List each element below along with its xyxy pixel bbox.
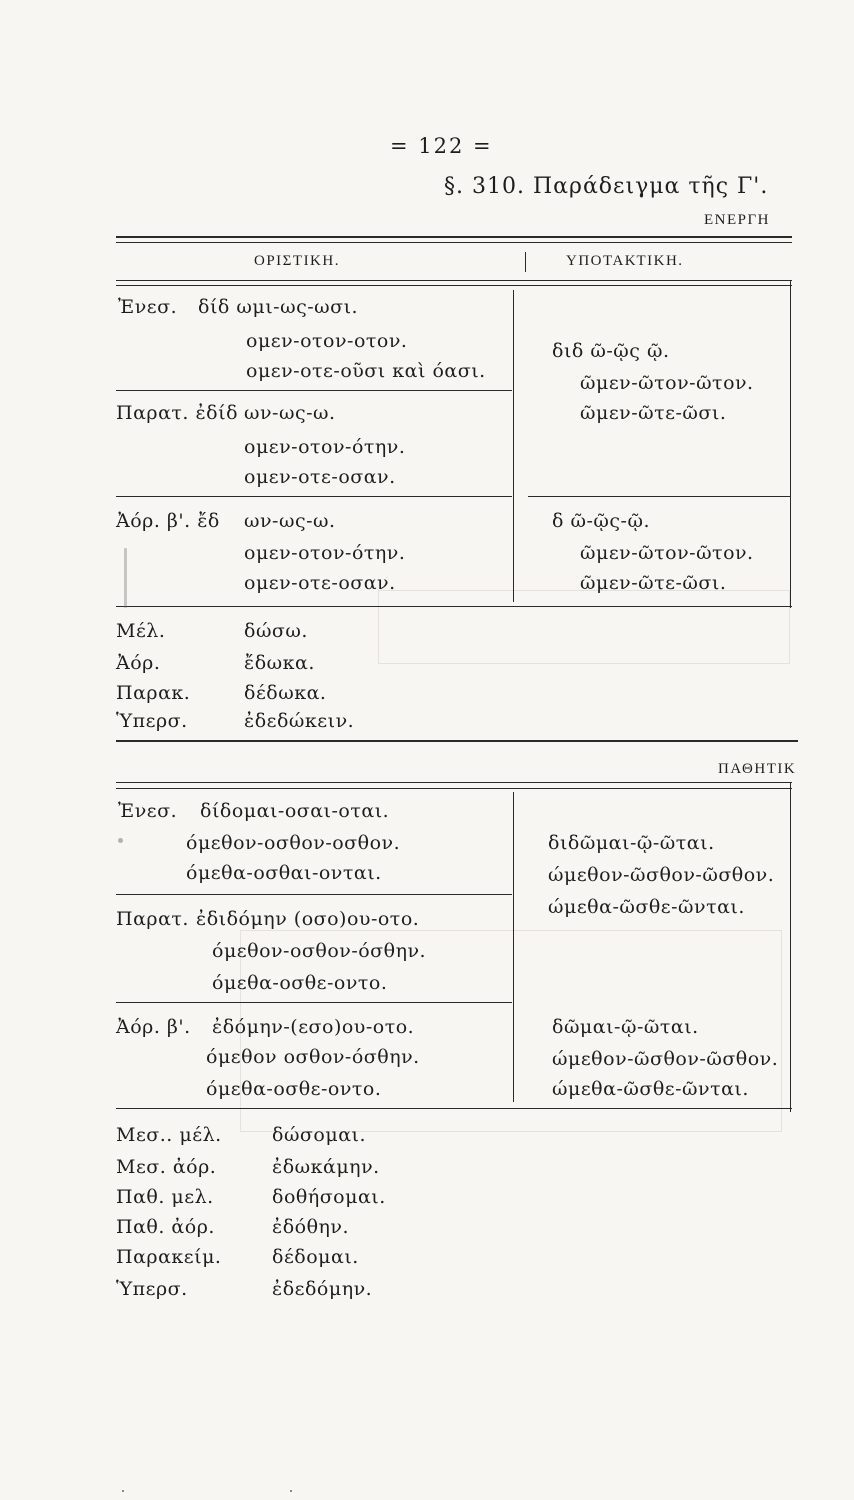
active-aorist-line-3: ομεν-οτε-οσαν. <box>244 572 396 594</box>
passive-aorist-subj-1: δῶμαι-ῷ-ῶται. <box>552 1016 699 1038</box>
passive-top-rule-inner <box>116 788 792 789</box>
passive-aorist-line-3: όμεθα-οσθε-οντο. <box>206 1078 382 1100</box>
active-aorist-subj-1: δ ῶ-ῷς-ῷ. <box>552 510 650 532</box>
passive-table-bottom-rule <box>116 1108 792 1109</box>
active-aorist-label: Ἀόρ. β'. ἔδ <box>116 510 220 532</box>
passive-present-subj-1: διδῶμαι-ῷ-ῶται. <box>548 832 715 854</box>
passive-imperfect-line-2: όμεθον-οσθον-όσθην. <box>212 940 427 962</box>
top-double-rule <box>116 236 792 238</box>
passive-present-label: Ἐνεσ. <box>118 800 178 822</box>
passive-aorist-line-1: ἐδόμην-(εσο)ου-οτο. <box>212 1016 415 1038</box>
active-pp-form-1: δώσω. <box>244 620 308 642</box>
active-aorist-line-2: ομεν-οτον-ότην. <box>244 542 406 564</box>
passive-column-divider <box>513 792 514 1102</box>
active-aorist-line-1: ων-ως-ω. <box>244 510 336 532</box>
ink-speck <box>118 838 123 843</box>
active-column-divider <box>513 290 514 602</box>
active-pp-form-4: ἐδεδώκειν. <box>244 710 355 732</box>
passive-pp-form-5: δέδομαι. <box>272 1246 359 1268</box>
active-imperfect-line-2: ομεν-οτον-ότην. <box>244 436 406 458</box>
passive-pp-label-2: Μεσ. ἀόρ. <box>116 1156 217 1178</box>
passive-present-subj-2: ώμεθον-ῶσθον-ῶσθον. <box>548 864 775 886</box>
passive-pp-form-1: δώσομαι. <box>272 1124 367 1146</box>
active-present-subj-3: ῶμεν-ῶτε-ῶσι. <box>580 402 727 424</box>
passive-pp-label-4: Παθ. ἀόρ. <box>116 1216 215 1238</box>
header-rule <box>116 280 792 281</box>
header-divider <box>525 252 526 272</box>
voice-label-passive: ΠΑΘΗΤΙΚ <box>718 761 797 777</box>
active-pp-label-2: Ἀόρ. <box>116 652 161 674</box>
active-present-line-3: ομεν-οτε-οῦσι καὶ όασι. <box>246 360 486 382</box>
ink-speck <box>290 1490 292 1492</box>
active-present-subj-1: διδ ῶ-ῷς ῷ. <box>552 340 670 362</box>
passive-pp-form-3: δοθήσομαι. <box>272 1186 386 1208</box>
row-divider <box>116 894 512 895</box>
active-right-border <box>790 280 791 608</box>
active-imperfect-label: Παρατ. ἐδίδ <box>116 402 239 424</box>
passive-pp-label-5: Παρακείμ. <box>116 1246 222 1268</box>
passive-pp-label-3: Παθ. μελ. <box>116 1186 214 1208</box>
passive-aorist-line-2: όμεθον οσθον-όσθην. <box>206 1046 420 1068</box>
passive-pp-form-6: ἐδεδόμην. <box>272 1278 373 1300</box>
active-table-bottom-rule <box>116 606 792 607</box>
top-double-rule-inner <box>116 242 792 243</box>
section-divider-rule <box>116 740 798 742</box>
page-number: = 122 = <box>390 134 493 158</box>
active-pp-form-3: δέδωκα. <box>244 682 327 704</box>
row-divider <box>116 496 512 497</box>
passive-right-border <box>790 782 791 1112</box>
passive-pp-form-4: ἐδόθην. <box>272 1216 349 1238</box>
section-title: §. 310. Παράδειγμα τῆς Γ'. <box>444 174 769 199</box>
active-present-label: Ἐνεσ. <box>118 296 178 318</box>
ink-speck <box>122 1490 124 1492</box>
row-divider <box>116 1002 512 1003</box>
bleed-through-box <box>378 590 790 664</box>
active-imperfect-line-3: ομεν-οτε-οσαν. <box>244 466 396 488</box>
active-pp-label-4: Ὑπερσ. <box>116 710 188 732</box>
ink-speck <box>124 548 127 608</box>
row-divider-subj <box>528 496 790 497</box>
passive-imperfect-label: Παρατ. <box>116 908 189 930</box>
active-present-subj-2: ῶμεν-ῶτον-ῶτον. <box>580 372 754 394</box>
header-subjunctive: ΥΠΟΤΑΚΤΙΚΗ. <box>566 253 684 269</box>
active-pp-label-1: Μέλ. <box>116 620 166 642</box>
header-indicative: ΟΡΙΣΤΙΚΗ. <box>254 253 340 269</box>
passive-imperfect-line-3: όμεθα-οσθε-οντο. <box>212 972 388 994</box>
passive-present-subj-3: ώμεθα-ῶσθε-ῶνται. <box>548 896 745 918</box>
passive-aorist-subj-3: ώμεθα-ῶσθε-ῶνται. <box>552 1078 749 1100</box>
active-aorist-subj-3: ῶμεν-ῶτε-ῶσι. <box>580 572 727 594</box>
active-imperfect-line-1: ων-ως-ω. <box>244 402 336 424</box>
passive-pp-form-2: ἐδωκάμην. <box>272 1156 380 1178</box>
passive-aorist-label: Ἀόρ. β'. <box>116 1016 191 1038</box>
passive-pp-label-6: Ὑπερσ. <box>116 1278 188 1300</box>
passive-present-line-3: όμεθα-οσθαι-ονται. <box>186 862 382 884</box>
passive-present-line-2: όμεθον-οσθον-οσθον. <box>186 832 401 854</box>
active-pp-label-3: Παρακ. <box>116 682 191 704</box>
active-pp-form-2: ἔδωκα. <box>244 652 315 674</box>
passive-top-rule <box>116 782 792 783</box>
passive-aorist-subj-2: ώμεθον-ῶσθον-ῶσθον. <box>552 1048 779 1070</box>
passive-present-line-1: δίδομαι-οσαι-οται. <box>200 800 390 822</box>
passive-pp-label-1: Μεσ.. μέλ. <box>116 1124 222 1146</box>
active-present-line-2: ομεν-οτον-οτον. <box>246 330 408 352</box>
active-present-line-1: δίδ ωμι-ως-ωσι. <box>198 296 359 318</box>
header-rule-inner <box>116 285 792 286</box>
active-aorist-subj-2: ῶμεν-ῶτον-ῶτον. <box>580 542 754 564</box>
voice-label-active: ΕΝΕΡΓΗ <box>704 212 771 228</box>
passive-imperfect-line-1: ἐδιδόμην (οσο)ου-οτο. <box>196 908 420 930</box>
row-divider <box>116 390 512 391</box>
